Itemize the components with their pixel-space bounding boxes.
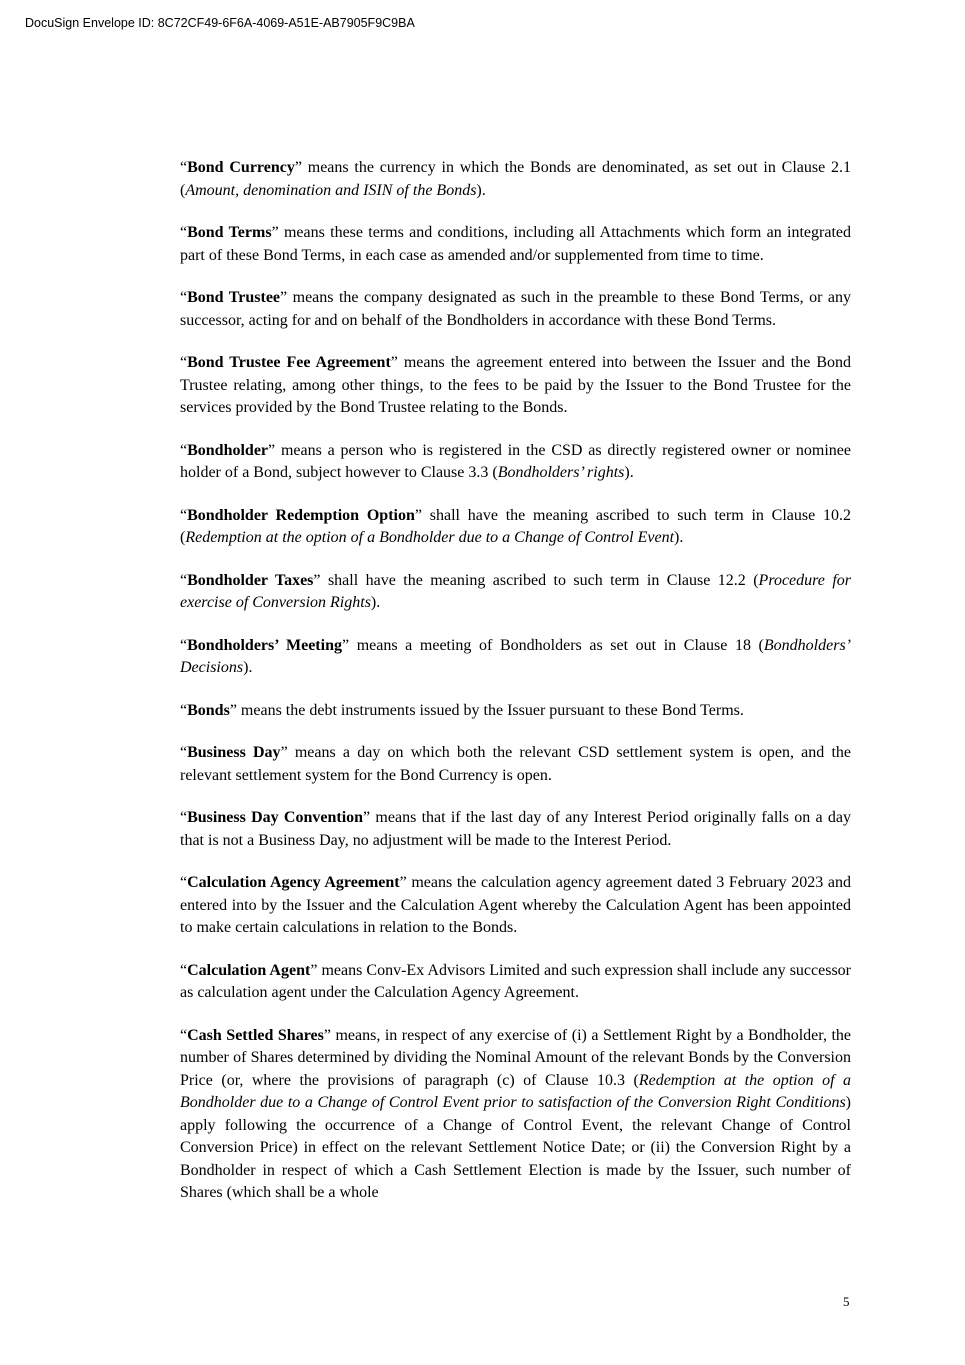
defined-term: Bond Trustee [187, 289, 281, 306]
defined-term: Business Day Convention [187, 809, 364, 826]
defined-term: Business Day [187, 744, 281, 761]
definition-cash-settled-shares: “Cash Settled Shares” means, in respect of any exercise of (i) a Settlement Right by a Bondholder, the number of Shares determined by dividing the Nominal Amount of the relevant Bonds by the Conversion Price (or, where the provisions of paragraph (c) of Clause 10.3 (Redemption at the option of a Bondholder due to a Change of Control Event prior to satisfaction of the Conversion Right Conditions) apply following the occurrence of a Change of Control Event, the relevant Change of Control Conversion Price) in effect on the relevant Settlement Notice Date; or (ii) the Conversion Right by a Bondholder in respect of which a Cash Settlement Election is made by the Issuer, such number of Shares (which shall be a whole [180, 1026, 852, 1201]
definition-calculation-agency-agreement: “Calculation Agency Agreement” means the calculation agency agreement dated 3 February 2023 and entered into by the Issuer and the Calculation Agent whereby the Calculation Agent has been appointed to make certain calculations in relation to the Bonds. [180, 874, 851, 936]
defined-term: Bondholder Taxes [187, 571, 314, 589]
definition-bond-terms: “Bond Terms” means these terms and conditions, including all Attachments which form an integrated part of these Bond Terms, in each case as amended and/or supplemented from time to time. [180, 224, 852, 264]
defined-term: Cash Settled Shares [187, 1026, 324, 1044]
envelope-id: DocuSign Envelope ID: 8C72CF49-6F6A-4069-A51E-AB7905F9C9BA [25, 16, 415, 30]
definition-bondholder-redemption-option: “Bondholder Redemption Option” shall have the meaning ascribed to such term in Clause 10.2 (Redemption at the option of a Bondholder due to a Change of Control Event). [180, 506, 851, 546]
definition-business-day: “Business Day” means a day on which both the relevant CSD settlement system is open, and the relevant settlement system for the Bond Currency is open. [180, 744, 852, 784]
definition-bondholder: “Bondholder” means a person who is registered in the CSD as directly registered owner or nominee holder of a Bond, subject however to Clause 3.3 (Bondholders’ rights). [180, 441, 851, 481]
defined-term: Bond Terms [187, 224, 272, 241]
definition-bond-trustee: “Bond Trustee” means the company designated as such in the preamble to these Bond Terms, or any successor, acting for and on behalf of the Bondholders in accordance with these Bond Terms. [180, 289, 852, 329]
definitions-list [180, 157, 851, 1225]
definition-bond-currency: “Bond Currency” means the currency in which the Bonds are denominated, as set out in Clause 2.1 (Amount, denomination and ISIN of the Bonds). [180, 159, 852, 199]
definition-bondholder-taxes: “Bondholder Taxes” shall have the meaning ascribed to such term in Clause 12.2 (Procedure for exercise of Conversion Rights). [180, 571, 851, 611]
defined-term: Bond Currency [187, 159, 295, 176]
defined-term: Bondholders’ Meeting [187, 636, 342, 654]
defined-term: Calculation Agency Agreement [187, 874, 400, 891]
definition-bondholders-meeting: “Bondholders’ Meeting” means a meeting of Bondholders as set out in Clause 18 (Bondholders’ Decisions). [180, 636, 851, 676]
definition-business-day-convention: “Business Day Convention” means that if the last day of any Interest Period originally falls on a day that is not a Business Day, no adjustment will be made to the Interest Period. [180, 809, 852, 849]
definition-bond-trustee-fee-agreement: “Bond Trustee Fee Agreement” means the agreement entered into between the Issuer and the Bond Trustee relating, among other things, to the fees to be paid by the Issuer to the Bond Trustee for the services provided by the Bond Trustee relating to the Bonds. [180, 354, 851, 416]
defined-term: Bondholder [187, 441, 269, 459]
defined-term: Bondholder Redemption Option [187, 506, 415, 524]
defined-term: Bonds [187, 701, 230, 719]
page-number: 5 [843, 1294, 850, 1309]
defined-term: Calculation Agent [187, 961, 311, 979]
definition-calculation-agent: “Calculation Agent” means Conv-Ex Advisors Limited and such expression shall include any successor as calculation agent under the Calculation Agency Agreement. [180, 961, 852, 1001]
defined-term: Bond Trustee Fee Agreement [187, 354, 391, 371]
definition-bonds: “Bonds” means the debt instruments issued by the Issuer pursuant to these Bond Terms. [180, 701, 744, 719]
